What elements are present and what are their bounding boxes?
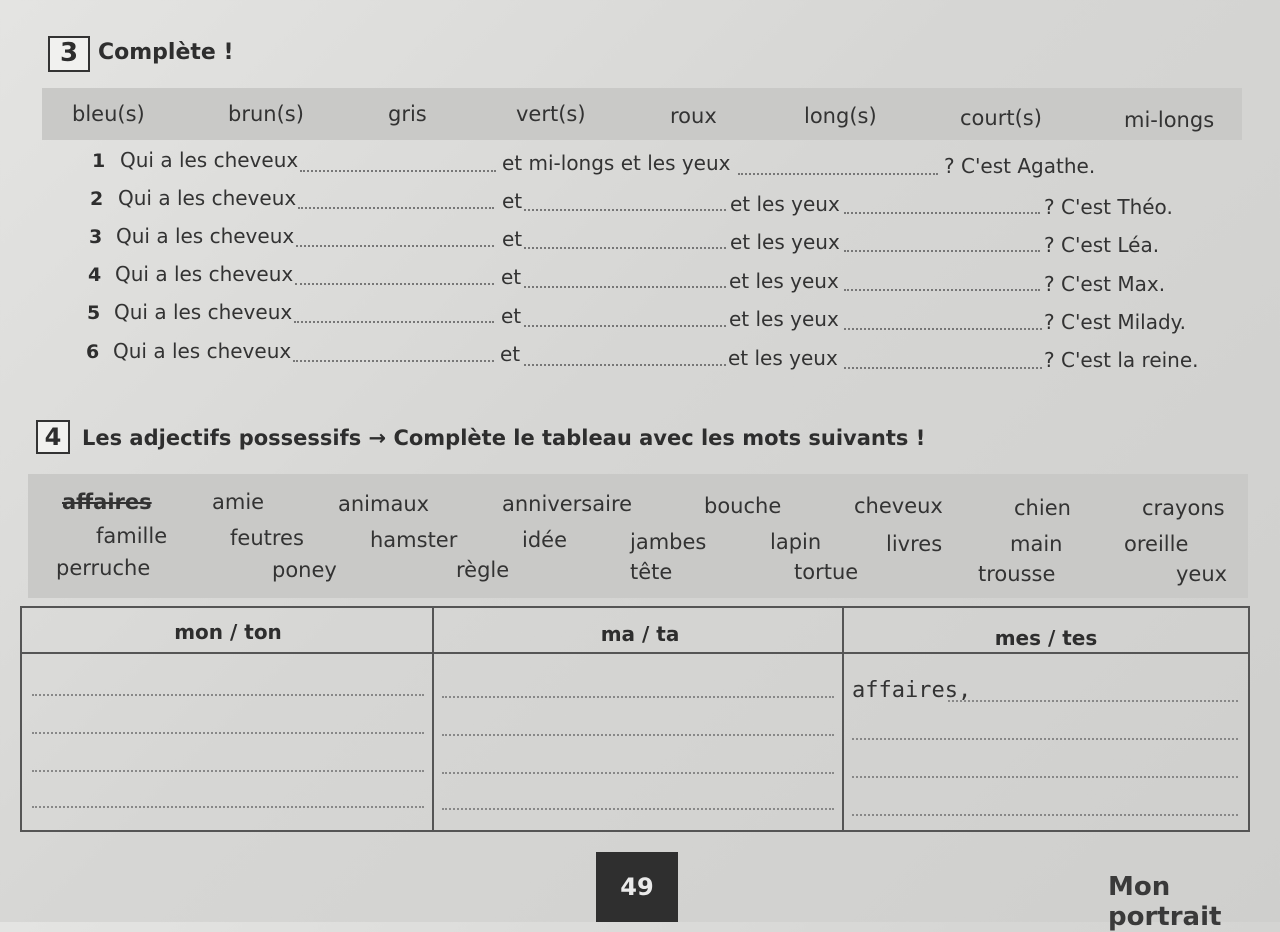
question-number: 5 bbox=[87, 302, 101, 324]
answer-line[interactable] bbox=[844, 367, 1042, 369]
answer-line[interactable] bbox=[442, 734, 834, 736]
answer-line[interactable] bbox=[524, 364, 726, 366]
question-text: Qui a les cheveux bbox=[120, 148, 299, 172]
bank-word: oreille bbox=[1124, 532, 1189, 556]
question-text: et bbox=[502, 189, 523, 213]
answer-line[interactable] bbox=[524, 247, 726, 249]
answer-line[interactable] bbox=[524, 325, 726, 327]
answer-line[interactable] bbox=[844, 328, 1042, 330]
possessives-table bbox=[20, 606, 1250, 832]
bank-word: règle bbox=[456, 558, 510, 582]
question-text: et les yeux bbox=[730, 230, 840, 254]
answer-line[interactable] bbox=[296, 245, 494, 247]
answer-line[interactable] bbox=[844, 250, 1040, 252]
question-end: ? C'est Léa. bbox=[1044, 233, 1160, 257]
bank-word: court(s) bbox=[960, 106, 1042, 130]
question-text: et mi-longs et les yeux bbox=[502, 151, 731, 175]
bank-word: mi-longs bbox=[1124, 108, 1215, 132]
answer-line[interactable] bbox=[293, 360, 494, 362]
bank-word: crayons bbox=[1142, 496, 1225, 520]
answer-line[interactable] bbox=[442, 696, 834, 698]
answer-line[interactable] bbox=[442, 772, 834, 774]
section-title: Mon portrait bbox=[1108, 872, 1222, 932]
answer-line[interactable] bbox=[738, 173, 938, 175]
answer-line[interactable] bbox=[844, 212, 1040, 214]
question-text: et les yeux bbox=[728, 346, 838, 370]
answer-line[interactable] bbox=[298, 207, 494, 209]
table-column-divider bbox=[432, 608, 434, 830]
question-number: 1 bbox=[92, 150, 106, 172]
bank-word: animaux bbox=[338, 492, 430, 516]
bank-word: roux bbox=[670, 104, 717, 128]
exercise-number: 4 bbox=[36, 420, 70, 454]
question-number: 3 bbox=[89, 226, 103, 248]
question-number: 6 bbox=[86, 341, 100, 363]
question-number: 2 bbox=[90, 188, 104, 210]
question-text: et bbox=[501, 304, 522, 328]
bank-word: bouche bbox=[704, 494, 782, 518]
bank-word: poney bbox=[272, 558, 337, 582]
answer-line[interactable] bbox=[32, 694, 424, 696]
question-text: Qui a les cheveux bbox=[115, 262, 294, 286]
answer-line[interactable] bbox=[300, 170, 496, 172]
answer-line[interactable] bbox=[32, 732, 424, 734]
bank-word: main bbox=[1010, 532, 1063, 556]
table-column-divider bbox=[842, 608, 844, 830]
question-text: Qui a les cheveux bbox=[114, 300, 293, 324]
question-number: 4 bbox=[88, 264, 102, 286]
bank-word: long(s) bbox=[804, 104, 877, 128]
question-end: ? C'est Milady. bbox=[1044, 310, 1187, 334]
answer-line[interactable] bbox=[524, 209, 726, 211]
question-end: ? C'est Agathe. bbox=[944, 154, 1096, 178]
column-header-mon-ton: mon / ton bbox=[174, 620, 282, 644]
bank-word: tortue bbox=[794, 560, 859, 584]
question-end: ? C'est Théo. bbox=[1044, 195, 1173, 219]
answer-line[interactable] bbox=[524, 286, 726, 288]
bank-word: gris bbox=[388, 102, 427, 126]
column-header-mes-tes: mes / tes bbox=[994, 626, 1098, 650]
question-text: Qui a les cheveux bbox=[113, 339, 292, 363]
bank-word: anniversaire bbox=[502, 492, 633, 516]
bank-word: livres bbox=[886, 532, 943, 556]
question-end: ? C'est Max. bbox=[1044, 272, 1166, 296]
bank-word: amie bbox=[212, 490, 265, 514]
exercise-title: Les adjectifs possessifs → Complète le tableau avec les mots suivants ! bbox=[82, 426, 926, 450]
question-text: et bbox=[502, 227, 523, 251]
bank-word: tête bbox=[630, 560, 673, 584]
question-text: Qui a les cheveux bbox=[116, 224, 295, 248]
question-text: Qui a les cheveux bbox=[118, 186, 297, 210]
answer-line[interactable] bbox=[844, 289, 1040, 291]
bank-word: idée bbox=[522, 528, 568, 552]
exercise-title: Complète ! bbox=[98, 40, 234, 65]
answer-line[interactable] bbox=[32, 770, 424, 772]
exercise-number: 3 bbox=[48, 36, 90, 72]
bank-word: yeux bbox=[1176, 562, 1228, 586]
answer-line[interactable] bbox=[294, 321, 494, 323]
bank-word: cheveux bbox=[854, 494, 943, 518]
column-header-ma-ta: ma / ta bbox=[600, 622, 680, 646]
table-header-divider bbox=[22, 652, 1248, 654]
bank-word: famille bbox=[96, 524, 168, 548]
question-text: et bbox=[500, 342, 521, 366]
bank-word: feutres bbox=[230, 526, 304, 550]
bank-word: vert(s) bbox=[516, 102, 586, 126]
bank-word: lapin bbox=[770, 530, 822, 554]
word-bank bbox=[28, 474, 1248, 598]
answer-line[interactable] bbox=[295, 283, 494, 285]
answer-line[interactable] bbox=[442, 808, 834, 810]
bank-word: affaires bbox=[62, 490, 152, 514]
answer-line[interactable] bbox=[948, 700, 1238, 702]
bank-word: hamster bbox=[370, 528, 458, 552]
question-text: et bbox=[501, 265, 522, 289]
question-end: ? C'est la reine. bbox=[1044, 348, 1199, 372]
bank-word: trousse bbox=[978, 562, 1056, 586]
word-bank bbox=[42, 88, 1242, 140]
question-text: et les yeux bbox=[730, 192, 840, 216]
answer-line[interactable] bbox=[852, 738, 1238, 740]
bank-word: bleu(s) bbox=[72, 102, 145, 126]
answer-line[interactable] bbox=[32, 806, 424, 808]
bank-word: perruche bbox=[56, 556, 151, 580]
bank-word: chien bbox=[1014, 496, 1071, 520]
bank-word: jambes bbox=[630, 530, 707, 554]
page-number: 49 bbox=[596, 852, 678, 922]
handwritten-answer: affaires, bbox=[852, 678, 972, 703]
answer-line[interactable] bbox=[852, 814, 1238, 816]
bank-word: brun(s) bbox=[228, 102, 304, 126]
question-text: et les yeux bbox=[729, 269, 839, 293]
question-text: et les yeux bbox=[729, 307, 839, 331]
answer-line[interactable] bbox=[852, 776, 1238, 778]
